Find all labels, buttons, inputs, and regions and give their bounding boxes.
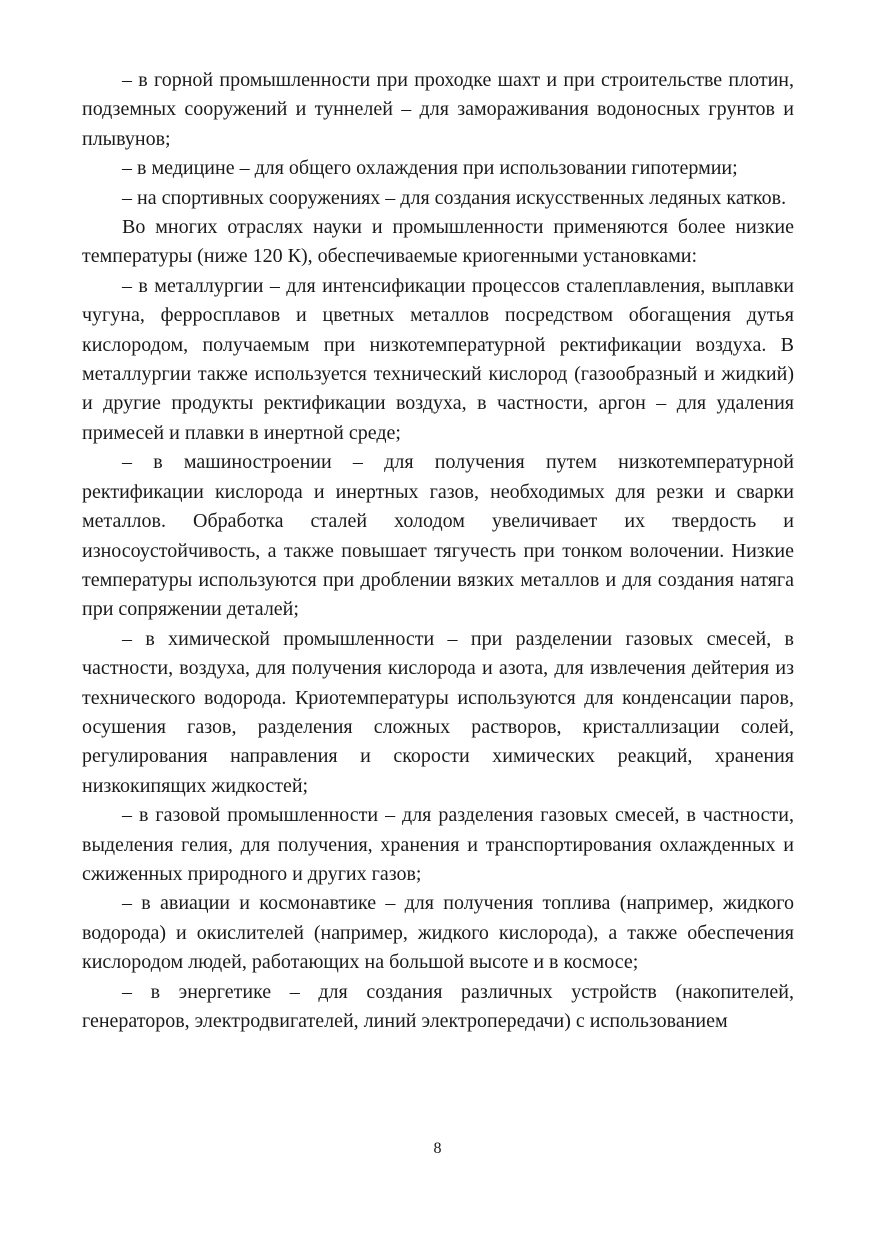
page-number: 8 — [433, 1140, 442, 1157]
paragraph-metallurgy: – в металлургии – для интенсификации процессов сталеплавления, выплавки чугуна, ферросплавов и цветных металлов посредством обогащения дутья кислородом, получаемым при низкотемпературной ректификации воздуха. В металлургии также используется технический кислород (газообразный и жидкий) и другие продукты ректификации воздуха, в частности, аргон – для удаления примесей и плавки в инертной среде; — [82, 274, 794, 444]
paragraph-mechanical-engineering: – в машиностроении – для получения путем низкотемпературной ректификации кислорода и инертных газов, необходимых для резки и сварки металлов. Обработка сталей холодом увеличивает их твердость и износоустойчивость, а также повышает тягучесть при тонком волочении. Низкие температуры используются при дроблении вязких металлов и для создания натяга при сопряжении деталей; — [82, 451, 794, 621]
body-text — [82, 66, 794, 1036]
paragraph-mining: – в горной промышленности при проходке шахт и при строительстве плотин, подземных сооружений и туннелей – для замораживания водоносных грунтов и плывунов; — [82, 69, 794, 150]
paragraph-chemical-industry: – в химической промышленности – при разделении газовых смесей, в частности, воздуха, для получения кислорода и азота, для извлечения дейтерия из технического водорода. Криотемпературы используются для конденсации паров, осушения газов, разделения сложных растворов, кристаллизации солей, регулирования направления и скорости химических реакций, хранения низкокипящих жидкостей; — [82, 627, 794, 797]
paragraph-energy: – в энергетике – для создания различных устройств (накопителей, генераторов, электродвигателей, линий электропередачи) с использованием — [82, 980, 794, 1032]
paragraph-sports: – на спортивных сооружениях – для создания искусственных ледяных катков. — [122, 186, 787, 209]
paragraph-cryogenic-intro: Во многих отраслях науки и промышленности применяются более низкие температуры (ниже 120 К), обеспечиваемые криогенными установками: — [82, 216, 794, 268]
paragraph-gas-industry: – в газовой промышленности – для разделения газовых смесей, в частности, выделения гелия, для получения, хранения и транспортирования охлажденных и сжиженных природного и других газов; — [82, 804, 794, 885]
paragraph-aviation-space: – в авиации и космонавтике – для получения топлива (например, жидкого водорода) и окислителей (например, жидкого кислорода), а также обеспечения кислородом людей, работающих на большой высоте и в космосе; — [82, 892, 794, 974]
paragraph-medicine: – в медицине – для общего охлаждения при использовании гипотермии; — [122, 157, 738, 180]
